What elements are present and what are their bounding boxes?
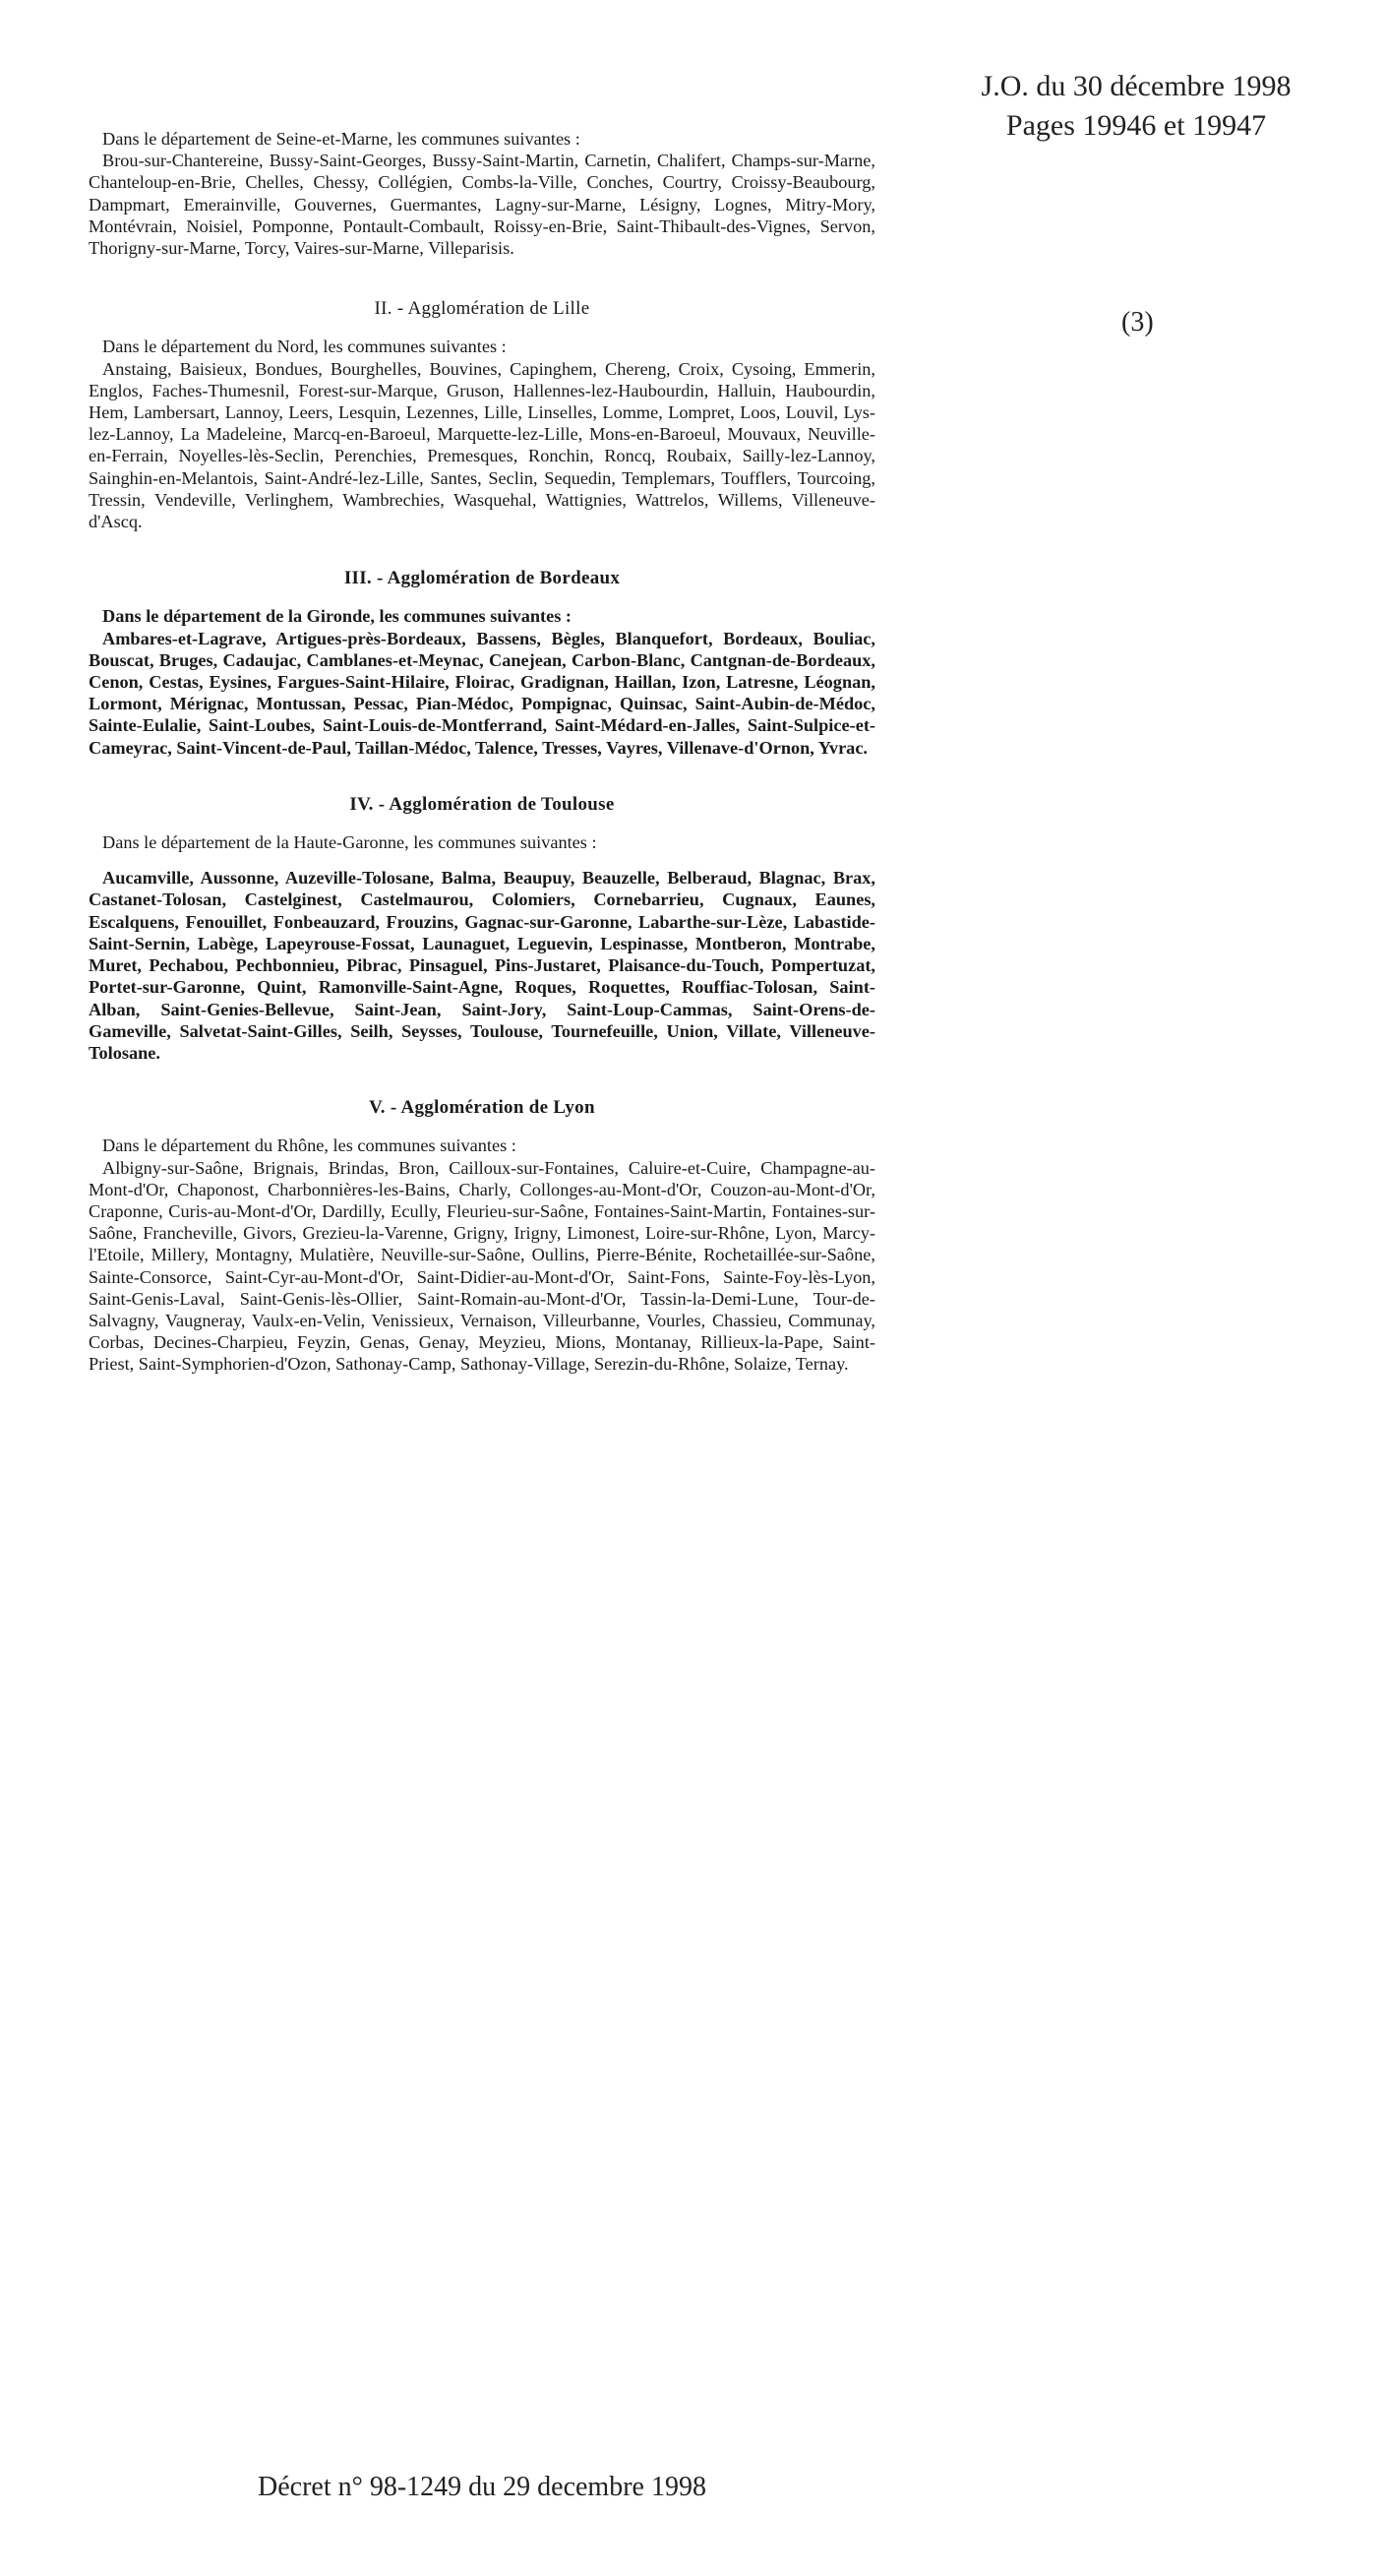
section-intro: Dans le département du Rhône, les communes suivantes : bbox=[102, 1135, 516, 1156]
section-intro: Dans le département de la Gironde, les communes suivantes : bbox=[102, 606, 572, 627]
section-seine-et-marne bbox=[89, 128, 875, 259]
section-heading: II. - Agglomération de Lille bbox=[374, 298, 590, 320]
section-intro: Dans le département du Nord, les communes suivantes : bbox=[102, 337, 507, 357]
section-heading: V. - Agglomération de Lyon bbox=[369, 1097, 595, 1119]
section-toulouse bbox=[89, 794, 875, 1064]
commune-list: Albigny-sur-Saône, Brignais, Brindas, Bron, Cailloux-sur-Fontaines, Caluire-et-Cuire, Champagne-au-Mont-d'Or, Chaponost, Charbonnières-les-Bains, Charly, Collonges-au-Mont-d'Or, Couzon-au-Mont-d'Or, Craponne, Curis-au-Mont-d'Or, Dardilly, Ecully, Fleurieu-sur-Saône, Fontaines-Saint-Martin, Fontaines-sur-Saône, Francheville, Givors, Grezieu-la-Varenne, Grigny, Irigny, Limonest, Loire-sur-Rhône, Lyon, Marcy-l'Etoile, Millery, Montagny, Mulatière, Neuville-sur-Saône, Oullins, Pierre-Bénite, Rochetaillée-sur-Saône, Sainte-Consorce, Saint-Cyr-au-Mont-d'Or, Saint-Didier-au-Mont-d'Or, Saint-Fons, Sainte-Foy-lès-Lyon, Saint-Genis-Laval, Saint-Genis-lès-Ollier, Saint-Romain-au-Mont-d'Or, Tassin-la-Demi-Lune, Tour-de-Salvagny, Vaugneray, Vaulx-en-Velin, Venissieux, Vernaison, Villeurbanne, Vourles, Chassieu, Communay, Corbas, Decines-Charpieu, Feyzin, Genas, Genay, Meyzieu, Mions, Montanay, Rillieux-la-Pape, Saint-Priest, Saint-Symphorien-d'Ozon, Sathonay-Camp, Sathonay-Village, Serezin-du-Rhône, Solaize, Ternay. bbox=[89, 1157, 875, 1375]
commune-list: Aucamville, Aussonne, Auzeville-Tolosane, Balma, Beaupuy, Beauzelle, Belberaud, Blagnac, Brax, Castanet-Tolosan, Castelginest, Castelmaurou, Colomiers, Cornebarrieu, Cugnaux, Eaunes, Escalquens, Fenouillet, Fonbeauzard, Frouzins, Gagnac-sur-Garonne, Labarthe-sur-Lèze, Labastide-Saint-Sernin, Labège, Lapeyrouse-Fossat, Launaguet, Leguevin, Lespinasse, Montberon, Montrabe, Muret, Pechabou, Pechbonnieu, Pibrac, Pinsaguel, Pins-Justaret, Plaisance-du-Touch, Pompertuzat, Portet-sur-Garonne, Quint, Ramonville-Saint-Agne, Roques, Roquettes, Rouffiac-Tolosan, Saint-Alban, Saint-Genies-Bellevue, Saint-Jean, Saint-Jory, Saint-Loup-Cammas, Saint-Orens-de-Gameville, Salvetat-Saint-Gilles, Seilh, Seysses, Toulouse, Tournefeuille, Union, Villate, Villeneuve-Tolosane. bbox=[89, 868, 875, 1063]
section-lille bbox=[89, 298, 875, 532]
journal-date: J.O. du 30 décembre 1998 bbox=[981, 70, 1292, 102]
section-heading: III. - Agglomération de Bordeaux bbox=[343, 568, 621, 589]
journal-pages: Pages 19946 et 19947 bbox=[1005, 109, 1267, 142]
section-lyon bbox=[89, 1097, 875, 1375]
journal-reference bbox=[905, 67, 1367, 146]
decree-reference: Décret n° 98-1249 du 29 decembre 1998 bbox=[258, 2472, 706, 2502]
commune-list: Brou-sur-Chantereine, Bussy-Saint-Georges, Bussy-Saint-Martin, Carnetin, Chalifert, Champs-sur-Marne, Chanteloup-en-Brie, Chelles, Chessy, Collégien, Combs-la-Ville, Conches, Courtry, Croissy-Beaubourg, Dampmart, Emerainville, Gouvernes, Guermantes, Lagny-sur-Marne, Lésigny, Lognes, Mitry-Mory, Montévrain, Noisiel, Pomponne, Pontault-Combault, Roissy-en-Brie, Saint-Thibault-des-Vignes, Servon, Thorigny-sur-Marne, Torcy, Vaires-sur-Marne, Villeparisis. bbox=[89, 151, 875, 259]
commune-list: Ambares-et-Lagrave, Artigues-près-Bordeaux, Bassens, Bègles, Blanquefort, Bordeaux, Bouliac, Bouscat, Bruges, Cadaujac, Camblanes-et-Meynac, Canejean, Carbon-Blanc, Cantgnan-de-Bordeaux, Cenon, Cestas, Eysines, Fargues-Saint-Hilaire, Floirac, Gradignan, Haillan, Izon, Latresne, Léognan, Lormont, Mérignac, Montussan, Pessac, Pian-Médoc, Pompignac, Quinsac, Saint-Aubin-de-Médoc, Sainte-Eulalie, Saint-Loubes, Saint-Louis-de-Montferrand, Saint-Médard-en-Jalles, Saint-Sulpice-et-Cameyrac, Saint-Vincent-de-Paul, Taillan-Médoc, Talence, Tresses, Vayres, Villenave-d'Ornon, Yvrac. bbox=[89, 628, 875, 758]
section-intro: Dans le département de Seine-et-Marne, les communes suivantes : bbox=[102, 129, 580, 149]
section-bordeaux bbox=[89, 568, 875, 759]
page-number: (3) bbox=[1121, 307, 1154, 337]
commune-list: Anstaing, Baisieux, Bondues, Bourghelles, Bouvines, Capinghem, Chereng, Croix, Cysoing, Emmerin, Englos, Faches-Thumesnil, Forest-sur-Marque, Gruson, Hallennes-lez-Haubourdin, Halluin, Haubourdin, Hem, Lambersart, Lannoy, Leers, Lesquin, Lezennes, Lille, Linselles, Lomme, Lompret, Loos, Louvil, Lys-lez-Lannoy, La Madeleine, Marcq-en-Baroeul, Marquette-lez-Lille, Mons-en-Baroeul, Mouvaux, Neuville-en-Ferrain, Noyelles-lès-Seclin, Perenchies, Premesques, Ronchin, Roncq, Roubaix, Sailly-lez-Lannoy, Sainghin-en-Melantois, Saint-André-lez-Lille, Santes, Seclin, Sequedin, Templemars, Toufflers, Tourcoing, Tressin, Vendeville, Verlinghem, Wambrechies, Wasquehal, Wattignies, Wattrelos, Willems, Villeneuve-d'Ascq. bbox=[89, 358, 875, 532]
section-heading: IV. - Agglomération de Toulouse bbox=[349, 793, 615, 815]
section-intro: Dans le département de la Haute-Garonne, les communes suivantes : bbox=[102, 832, 597, 853]
document-body bbox=[89, 128, 875, 1376]
